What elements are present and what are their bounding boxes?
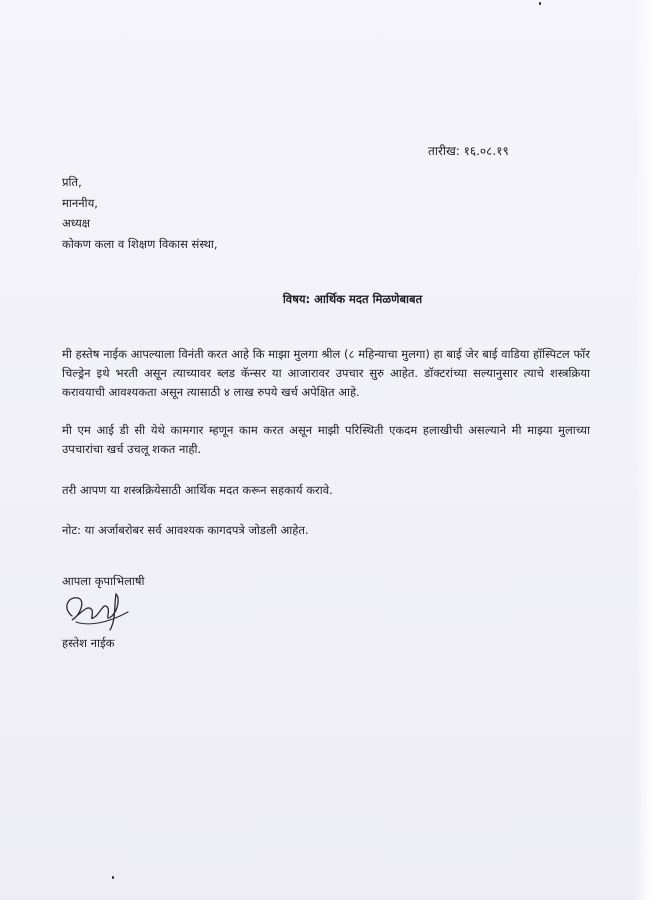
paper-speck bbox=[539, 2, 541, 5]
signer-name: हस्तेश नाईक bbox=[62, 636, 115, 650]
recipient-line: माननीय, bbox=[62, 195, 98, 210]
page-edge bbox=[635, 0, 653, 900]
recipient-line: प्रति, bbox=[62, 175, 82, 189]
body-paragraph: मी एम आई डी सी येथे कामगार म्हणून काम करत असून माझी परिस्थिती एकदम हलाखीची असल्याने मी माझ्या मुलाच्या उपचारांचा खर्च उचलू शकत नाही. bbox=[62, 423, 590, 456]
letter-body bbox=[62, 345, 590, 540]
letter-subject: विषय: आर्थिक मदत मिळणेबाबत bbox=[282, 292, 423, 306]
recipient-line: कोकण कला व शिक्षण विकास संस्था, bbox=[62, 236, 218, 251]
closing-salutation: आपला कृपाभिलाषी bbox=[62, 574, 145, 588]
letter-date: तारीख: १६.०८.१९ bbox=[428, 144, 509, 158]
body-paragraph: तरी आपण या शस्त्रक्रियेसाठी आर्थिक मदत करून सहकार्य करावे. bbox=[62, 483, 333, 497]
recipient-block bbox=[62, 172, 218, 254]
recipient-line: अध्यक्ष bbox=[62, 216, 91, 230]
note-paragraph: नोट: या अर्जाबरोबर सर्व आवश्यक कागदपत्रे जोडली आहेत. bbox=[62, 523, 309, 537]
paragraph-gap bbox=[62, 460, 590, 481]
handwritten-signature bbox=[58, 586, 138, 636]
body-paragraph: मी हस्तेष नाईक आपल्याला विनंती करत आहे कि माझा मुलगा श्रील (८ महिन्याचा मुलगा) हा बाई जेर बाई वाडिया हॉस्पिटल फॉर चिल्ड्रेन इथे भरती असून त्याच्यावर ब्लड कॅन्सर या आजारावर उपचार सुरु आहेत. डॉक्टरांच्या सल्यानुसार त्याचे शस्त्रक्रिया करावयाची आवश्यकता असून त्यासाठी ४ लाख रुपये खर्च अपेक्षित आहे. bbox=[62, 347, 590, 399]
paper-speck bbox=[112, 876, 114, 879]
paragraph-gap bbox=[62, 500, 590, 521]
